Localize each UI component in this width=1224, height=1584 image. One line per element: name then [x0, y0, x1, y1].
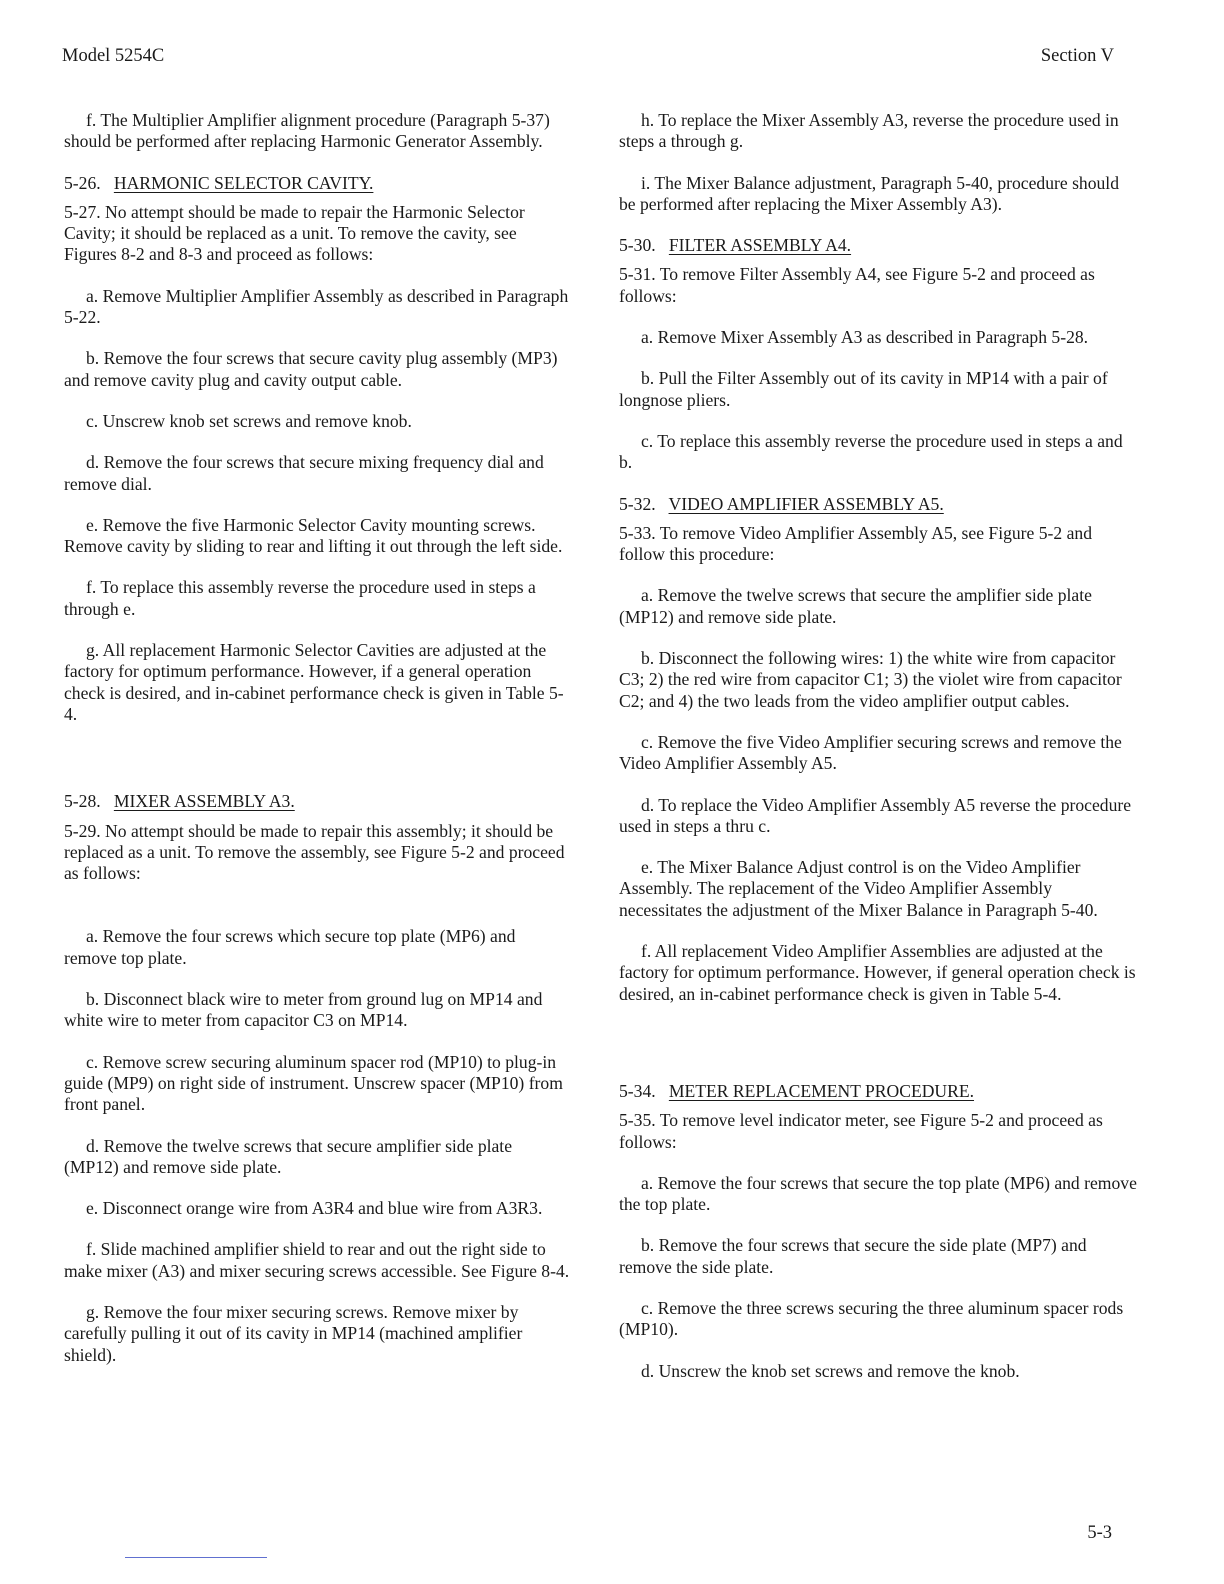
step-a: a. Remove the four screws which secure top plate (MP6) and remove top plate.: [64, 926, 516, 968]
section-number: 5-28.: [64, 791, 101, 812]
section-title: FILTER ASSEMBLY A4.: [668, 235, 852, 256]
section-heading-5-28: [64, 791, 570, 812]
step-c: c. Remove the five Video Amplifier securing screws and remove the Video Amplifier Assembly A5.: [619, 731, 1122, 774]
step-a: a. Remove Mixer Assembly A3 as described in Paragraph 5-28.: [641, 327, 1089, 348]
step-d: d. To replace the Video Amplifier Assembly A5 reverse the procedure used in steps a thru c.: [619, 794, 1132, 836]
left-column: [64, 110, 570, 1386]
section-title: METER REPLACEMENT PROCEDURE.: [668, 1080, 975, 1101]
step-h: h. To replace the Mixer Assembly A3, reverse the procedure used in steps a through g.: [619, 110, 1119, 152]
section-heading-5-30: [619, 235, 1139, 256]
section-title: HARMONIC SELECTOR CAVITY.: [113, 172, 374, 193]
step-e: e. Disconnect orange wire from A3R4 and blue wire from A3R3.: [86, 1198, 543, 1219]
paragraph-5-27: 5-27. No attempt should be made to repair the Harmonic Selector Cavity; it should be replaced as a unit. To remove the cavity, see Figures 8-2 and 8-3 and proceed as follows:: [64, 201, 525, 265]
scan-mark-line: [125, 1557, 267, 1558]
step-f: f. All replacement Video Amplifier Assemblies are adjusted at the factory for optimum performance. However, if general operation check is desired, an in-cabinet performance check is given in Table 5-4.: [619, 941, 1136, 1004]
step-c: c. To replace this assembly reverse the procedure used in steps a and b.: [619, 430, 1123, 473]
step-c: c. Unscrew knob set screws and remove knob.: [86, 410, 412, 431]
step-b: b. Disconnect black wire to meter from ground lug on MP14 and white wire to meter from capacitor C3 on MP14.: [64, 989, 543, 1031]
section-number: 5-32.: [619, 493, 656, 514]
step-a: a. Remove the twelve screws that secure the amplifier side plate (MP12) and remove side plate.: [619, 585, 1092, 627]
paragraph-5-31: 5-31. To remove Filter Assembly A4, see Figure 5-2 and proceed as follows:: [619, 264, 1095, 306]
step-g: g. Remove the four mixer securing screws. Remove mixer by carefully pulling it out of its cavity in MP14 (machined amplifier shield).: [64, 1301, 523, 1365]
step-b: b. Pull the Filter Assembly out of its cavity in MP14 with a pair of longnose pliers.: [619, 368, 1108, 410]
header-model: Model 5254C: [62, 46, 165, 66]
section-heading-5-34: [619, 1081, 1139, 1102]
paragraph-5-29: 5-29. No attempt should be made to repair this assembly; it should be replaced as a unit. To remove the assembly, see Figure 5-2 and proceed as follows:: [64, 820, 565, 884]
section-number: 5-30.: [619, 235, 656, 256]
step-c: c. Remove the three screws securing the three aluminum spacer rods (MP10).: [619, 1297, 1124, 1340]
paragraph-step-f-multiplier: f. The Multiplier Amplifier alignment procedure (Paragraph 5-37) should be performed after replacing Harmonic Generator Assembly.: [64, 110, 550, 152]
section-number: 5-26.: [64, 172, 101, 193]
page-number: 5-3: [1087, 1523, 1112, 1543]
step-a: a. Remove Multiplier Amplifier Assembly as described in Paragraph 5-22.: [64, 285, 569, 328]
section-heading-5-32: [619, 494, 1139, 515]
section-heading-5-26: [64, 173, 570, 194]
paragraph-5-35: 5-35. To remove level indicator meter, see Figure 5-2 and proceed as follows:: [619, 1110, 1103, 1152]
step-e: e. The Mixer Balance Adjust control is on the Video Amplifier Assembly. The replacement of the Video Amplifier Assembly necessitates the adjustment of the Mixer Balance in Paragraph 5-40.: [619, 857, 1098, 920]
step-f: f. Slide machined amplifier shield to rear and out the right side to make mixer (A3) and mixer securing screws accessible. See Figure 8-4.: [64, 1239, 570, 1281]
section-title: VIDEO AMPLIFIER ASSEMBLY A5.: [668, 493, 944, 514]
step-b: b. Disconnect the following wires: 1) the white wire from capacitor C3; 2) the red wire from capacitor C1; 3) the violet wire from capacitor C2; and 4) the two leads from the video amplifier output cables.: [619, 648, 1122, 711]
header-section: Section V: [1040, 46, 1114, 66]
section-title: MIXER ASSEMBLY A3.: [113, 791, 295, 812]
step-b: b. Remove the four screws that secure the side plate (MP7) and remove the side plate.: [619, 1235, 1087, 1277]
step-i: i. The Mixer Balance adjustment, Paragraph 5-40, procedure should be performed after replacing the Mixer Assembly A3).: [619, 172, 1119, 214]
step-b: b. Remove the four screws that secure cavity plug assembly (MP3) and remove cavity plug and cavity output cable.: [64, 348, 558, 390]
right-column: [619, 110, 1139, 1402]
step-a: a. Remove the four screws that secure the top plate (MP6) and remove the top plate.: [619, 1172, 1137, 1215]
step-d: d. Remove the twelve screws that secure amplifier side plate (MP12) and remove side plate.: [64, 1135, 513, 1177]
step-d: d. Remove the four screws that secure mixing frequency dial and remove dial.: [64, 452, 544, 494]
step-e: e. Remove the five Harmonic Selector Cavity mounting screws. Remove cavity by sliding to rear and lifting it out through the left side.: [64, 514, 563, 557]
paragraph-5-33: 5-33. To remove Video Amplifier Assembly A5, see Figure 5-2 and follow this procedure:: [619, 522, 1093, 565]
step-f: f. To replace this assembly reverse the procedure used in steps a through e.: [64, 577, 536, 619]
step-c: c. Remove screw securing aluminum spacer rod (MP10) to plug-in guide (MP9) on right side of instrument. Unscrew spacer (MP10) from front panel.: [64, 1051, 563, 1115]
section-number: 5-34.: [619, 1080, 656, 1101]
step-g: g. All replacement Harmonic Selector Cavities are adjusted at the factory for optimum performance. However, if a general operation check is desired, and in-cabinet performance check is given in Table 5-4.: [64, 640, 564, 724]
step-d: d. Unscrew the knob set screws and remove the knob.: [641, 1360, 1020, 1381]
